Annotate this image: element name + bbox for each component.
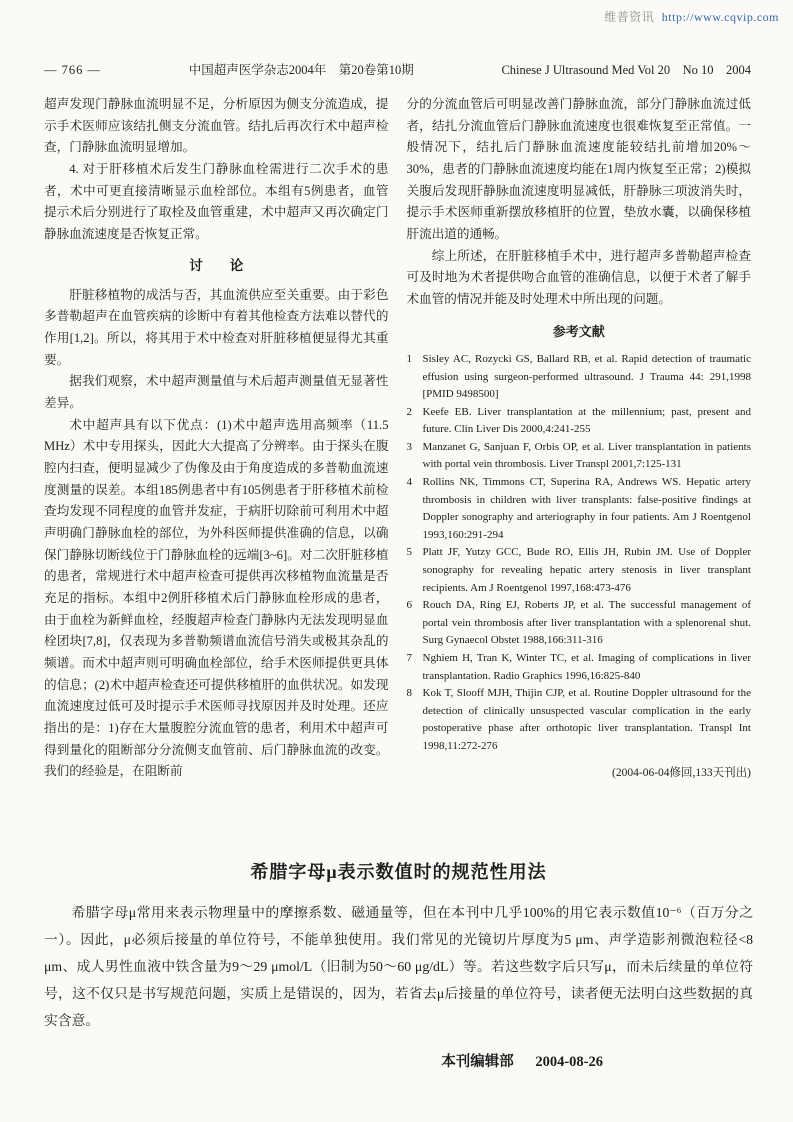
reference-item — [407, 685, 752, 755]
reference-number: 4 — [406, 476, 412, 489]
left-column — [44, 94, 389, 850]
paragraph: 综上所述，在肝脏移植手术中，进行超声多普勒超声检查可及时地为术者提供吻合血管的准确信息，以便于术者了解手术血管的情况并能及时处理术中所出现的问题。 — [406, 248, 751, 306]
reference-text: Keefe EB. Liver transplantation at the millennium; past, present and future. Clin Liver Dis 2000,4:241-255 — [422, 405, 751, 436]
reference-number: 2 — [406, 405, 412, 418]
reference-number: 5 — [406, 546, 412, 559]
references-heading: 参考文献 — [552, 323, 605, 339]
reference-text: Manzanet G, Sanjuan F, Orbis OP, et al. Liver transplantation in patients with portal vein thrombosis. Liver Transpl 2001,7:125-131 — [422, 440, 751, 471]
page-number: — 766 — — [44, 63, 101, 77]
reference-number: 6 — [406, 599, 412, 612]
editorial-note-body: 希腊字母μ常用来表示物理量中的摩擦系数、磁通量等，但在本刊中几乎100%的用它表示数值10⁻⁶（百万分之一）。因此，μ必须后接量的单位符号，不能单独使用。我们常见的光镜切片厚度为5 μm、声学造影剂微泡粒径<8 μm、成人男性血液中铁含量为9～29 μmol/L（旧制为50～60 μg/dL）等。若这些数字后只写μ，而未后续量的单位符号，这不仅只是书写规范问题，实质上是错误的，因为，若省去μ后接量的单位符号，读者便无法明白这些数据的真实含意。 — [44, 905, 753, 1028]
paragraph: 术中超声具有以下优点：(1)术中超声选用高频率（11.5 MHz）术中专用探头，因此大大提高了分辨率。由于探头在腹腔内扫查，便明显减少了伪像及由于角度造成的多普勒血流速度测量的误差。本组185例患者中有105例患者于肝移植术前检查均发现不同程度的血管并发症，于病肝切除前可利用术中超声明确门静脉血栓的部位，为外科医师提供准确的信息，以确保门静脉切断线位于门静脉血栓的远端[3~6]。对二次肝脏移植的患者，常规进行术中超声检查可提供再次移植物血流量是否充足的指标。本组中2例肝移植术后门静脉血栓形成的患者，由于血栓为新鲜血栓，经腹超声检查门静脉内无法发现明显血栓团块[7,8]，仅表现为多普勒频谱血流信号消失或极其杂乱的频谱。而术中超声则可明确血栓部位，给手术医师提供更具体的信息；(2)术中超声检查还可提供移植肝的血供状况。如发现血流速度过低可及时提示手术医师寻找原因并及时处理。还应指出的是：1)存在大量腹腔分流血管的患者，利用术中超声可得到量化的阻断部分分流侧支血管前、后门静脉血流的改变。我们的经验是，在阻断前 — [44, 417, 389, 779]
right-column — [407, 94, 752, 850]
watermark-url: http://www.cqvip.com — [661, 10, 779, 24]
reference-item — [407, 650, 752, 685]
watermark-label: 维普资讯 — [604, 10, 655, 24]
reference-item — [407, 404, 752, 439]
editorial-note-title: 希腊字母μ表示数值时的规范性用法 — [250, 862, 547, 882]
reference-number: 1 — [406, 352, 412, 365]
paragraph: 4. 对于肝移植术后发生门静脉血栓需进行二次手术的患者，术中可更直接清晰显示血栓部位。本组有5例患者，血管提示术后分别进行了取栓及血管重建，术中超声又再次确定门静脉血流速度是否恢复正常。 — [44, 161, 389, 241]
reference-item — [407, 474, 752, 544]
editorial-note-section — [44, 858, 753, 1071]
paragraph: 肝脏移植物的成活与否，其血流供应至关重要。由于彩色多普勒超声在血管疾病的诊断中有着其他检查方法难以替代的作用[1,2]。所以，将其用于术中检查对肝脏移植便显得尤其重要。 — [44, 287, 389, 367]
references-list — [407, 351, 752, 756]
paragraph: 据我们观察，术中超声测量值与术后超声测量值无显著性差异。 — [44, 374, 389, 411]
section-heading-discussion: 讨 论 — [189, 257, 244, 273]
page-header — [44, 60, 751, 78]
reference-item — [407, 544, 752, 597]
journal-title-cn: 中国超声医学杂志2004年 第20卷第10期 — [188, 63, 414, 77]
reference-number: 8 — [406, 687, 412, 700]
reference-text: Rouch DA, Ring EJ, Roberts JP, et al. The successful management of portal vein thrombosis after liver transplantation with a splenorenal shut. Surg Gynaecol Obstet 1988,166:311-316 — [422, 599, 751, 647]
editorial-department: 本刊编辑部 — [441, 1054, 514, 1071]
reference-number: 7 — [406, 652, 412, 665]
reference-number: 3 — [406, 440, 412, 453]
article-body — [44, 94, 751, 850]
paragraph: 超声发现门静脉血流明显不足，分析原因为侧支分流造成，提示手术医师应该结扎侧支分流血管。结扎后再次行术中超声检查，门静脉血流明显增加。 — [44, 97, 389, 155]
reference-item — [407, 351, 752, 404]
reference-text: Platt JF, Yutzy GCC, Bude RO, Ellis JH, Rubin JM. Use of Doppler sonography for revealing hepatic artery stenosis in liver transplant recipients. Am J Roentgenol 1997,168:473-476 — [422, 546, 751, 594]
journal-title-en: Chinese J Ultrasound Med Vol 20 No 10 2004 — [501, 63, 751, 77]
editorial-note-signature-row — [44, 1050, 753, 1071]
reference-item — [407, 439, 752, 474]
reference-text: Kok T, Slooff MJH, Thijin CJP, et al. Routine Doppler ultrasound for the detection of clinically unsuspected vascular complication in the early postoperative phase after orthotopic liver transplantation. Transpl Int 1998,11:272-276 — [422, 687, 751, 752]
reference-text: Rollins NK, Timmons CT, Superina RA, Andrews WS. Hepatic artery thrombosis in children with liver transplants: false-positive findings at Doppler sonography and arteriography in four patients. Am J Roentgenol 1993,160:291-294 — [422, 476, 751, 541]
paragraph: 分的分流血管后可明显改善门静脉血流，部分门静脉血流过低者，结扎分流血管后门静脉血流速度也很难恢复至正常值。一般情况下，结扎后门静脉血流速度能较结扎前增加20%～30%，患者的门静脉血流速度均能在1周内恢复至正常；2)模拟关腹后发现肝静脉血流速度明显减低，肝静脉三项波消失时，提示手术医师重新摆放移植肝的位置，垫放水囊，以确保移植肝流出道的通畅。 — [406, 97, 751, 241]
reference-text: Nghiem H, Tran K, Winter TC, et al. Imaging of complications in liver transplantation. Radio Graphics 1996,16:825-840 — [422, 652, 751, 682]
reference-item — [407, 597, 752, 650]
editorial-date: 2004-08-26 — [535, 1054, 603, 1071]
received-note: (2004-06-04修回,133天刊出) — [612, 766, 751, 779]
reference-text: Sisley AC, Rozycki GS, Ballard RB, et al. Rapid detection of traumatic effusion using surgeon-performed ultrasound. J Trauma 44: 291,1998 [PMID 9498500] — [422, 352, 751, 401]
watermark — [604, 8, 779, 25]
